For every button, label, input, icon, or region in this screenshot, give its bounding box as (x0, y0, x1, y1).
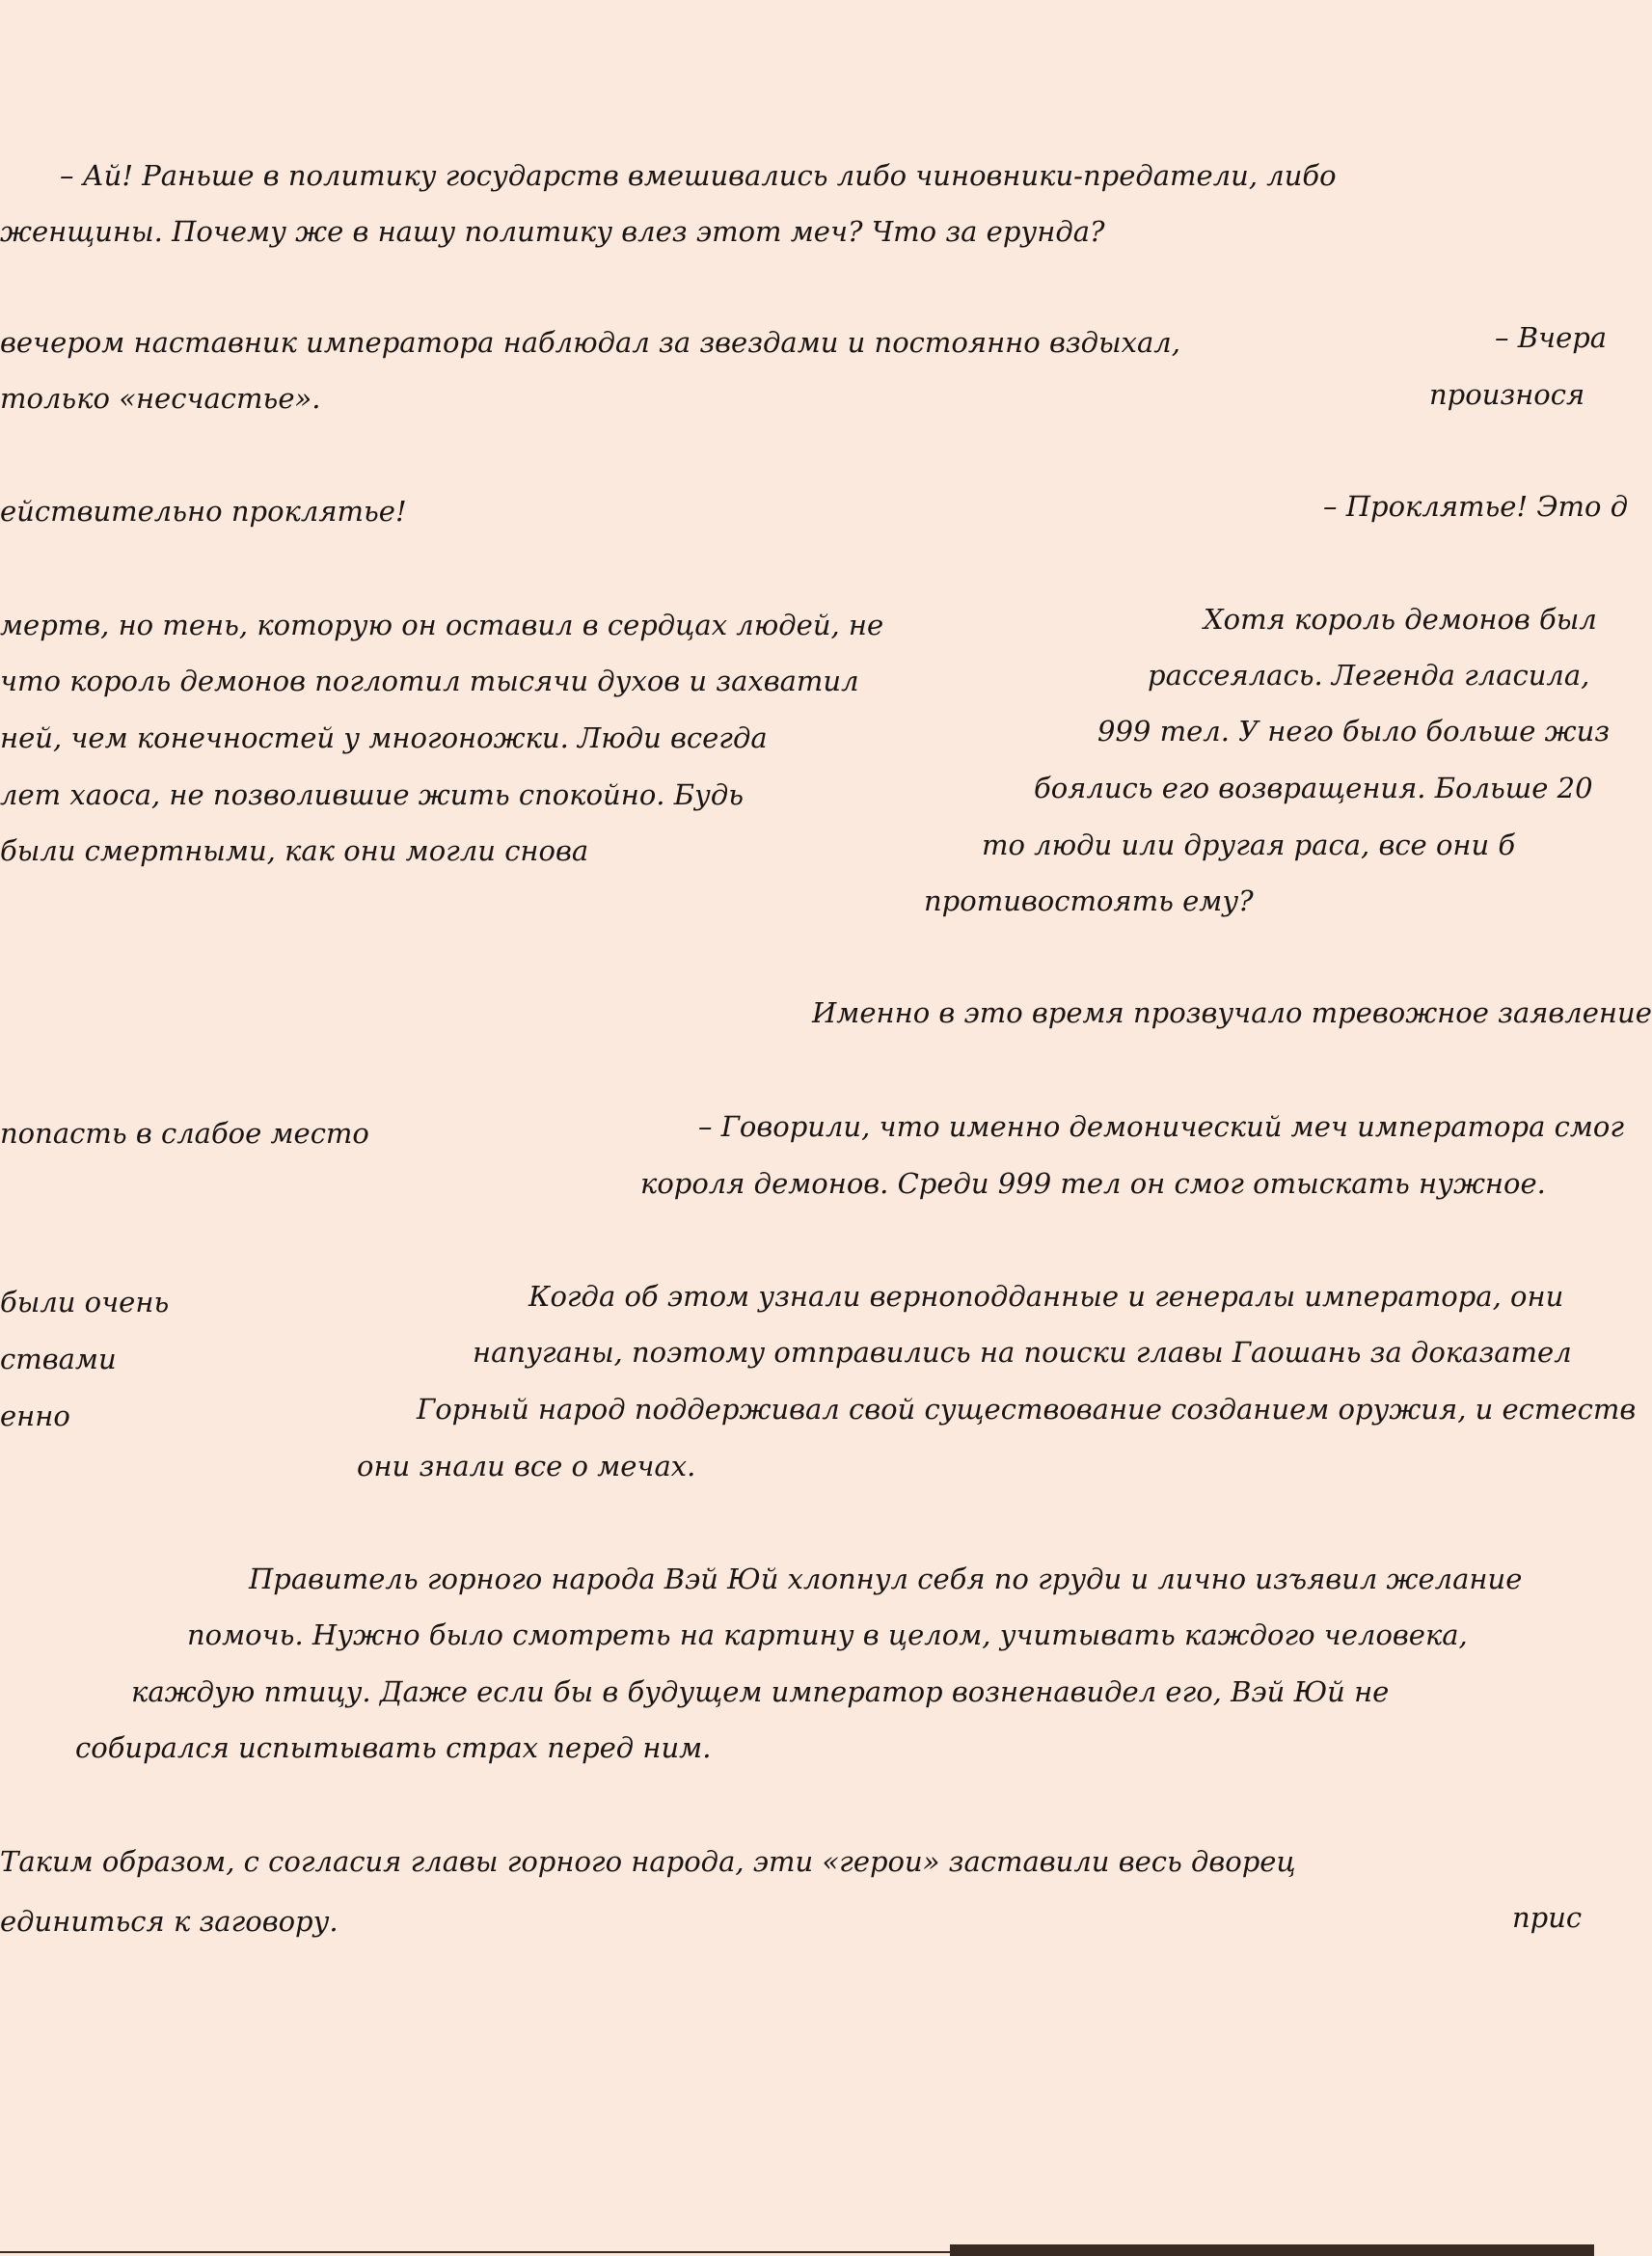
text-line: были очень (0, 1286, 170, 1318)
text-line: только «несчастье». (0, 382, 321, 415)
text-line: то люди или другая раса, все они б (982, 829, 1516, 861)
text-line: боялись его возвращения. Больше 20 (1034, 772, 1593, 804)
text-line: – Ай! Раньше в политику государств вмешивались либо чиновники-предатели, либо (60, 159, 1337, 192)
text-line: каждую птицу. Даже если бы в будущем император возненавидел его, Вэй Юй не (131, 1675, 1390, 1708)
text-line: лет хаоса, не позволившие жить спокойно. Будь (0, 778, 745, 811)
text-line: Именно в это время прозвучало тревожное заявление (812, 996, 1652, 1029)
text-line: Таким образом, с согласия главы горного народа, эти «герои» заставили весь дворец (0, 1845, 1296, 1878)
text-line: вечером наставник императора наблюдал за звездами и постоянно вздыхал, (0, 326, 1180, 359)
text-line: ствами (0, 1343, 117, 1375)
text-line: помочь. Нужно было смотреть на картину в целом, учитывать каждого человека, (187, 1618, 1468, 1651)
text-line: напуганы, поэтому отправились на поиски главы Гаошань за доказател (473, 1336, 1572, 1369)
text-line: мертв, но тень, которую он оставил в сердцах людей, не (0, 609, 884, 641)
text-line: собирался испытывать страх перед ним. (75, 1731, 712, 1764)
text-line: произнося (1429, 378, 1585, 411)
text-line: они знали все о мечах. (357, 1450, 696, 1482)
text-line: прис (1512, 1901, 1583, 1934)
text-line: енно (0, 1400, 70, 1432)
text-line: – Проклятье! Это д (1323, 490, 1629, 523)
text-line: Горный народ поддерживал свой существование созданием оружия, и естеств (417, 1393, 1637, 1426)
text-line: Когда об этом узнали верноподданные и генералы императора, они (528, 1280, 1564, 1313)
text-line: ействительно проклятье! (0, 495, 407, 528)
text-line: – Вчера (1495, 321, 1608, 354)
bottom-bar (950, 2244, 1594, 2256)
bottom-rule (0, 2251, 950, 2253)
text-line: – Говорили, что именно демонический меч императора смог (698, 1110, 1624, 1143)
text-line: короля демонов. Среди 999 тел он смог отыскать нужное. (640, 1167, 1546, 1200)
text-line: женщины. Почему же в нашу политику влез этот меч? Что за ерунда? (0, 215, 1105, 248)
text-line: Правитель горного народа Вэй Юй хлопнул себя по груди и лично изъявил желание (249, 1563, 1523, 1595)
text-line: противостоять ему? (924, 884, 1254, 917)
text-line: ней, чем конечностей у многоножки. Люди всегда (0, 721, 768, 754)
text-line: были смертными, как они могли снова (0, 834, 589, 867)
text-line: Хотя король демонов был (1204, 603, 1597, 636)
text-line: 999 тел. У него было больше жиз (1097, 715, 1611, 747)
text-line: единиться к заговору. (0, 1905, 339, 1938)
text-line: что король демонов поглотил тысячи духов и захватил (0, 665, 859, 697)
text-line: рассеялась. Легенда гласила, (1148, 659, 1590, 692)
text-line: попасть в слабое место (0, 1117, 369, 1150)
